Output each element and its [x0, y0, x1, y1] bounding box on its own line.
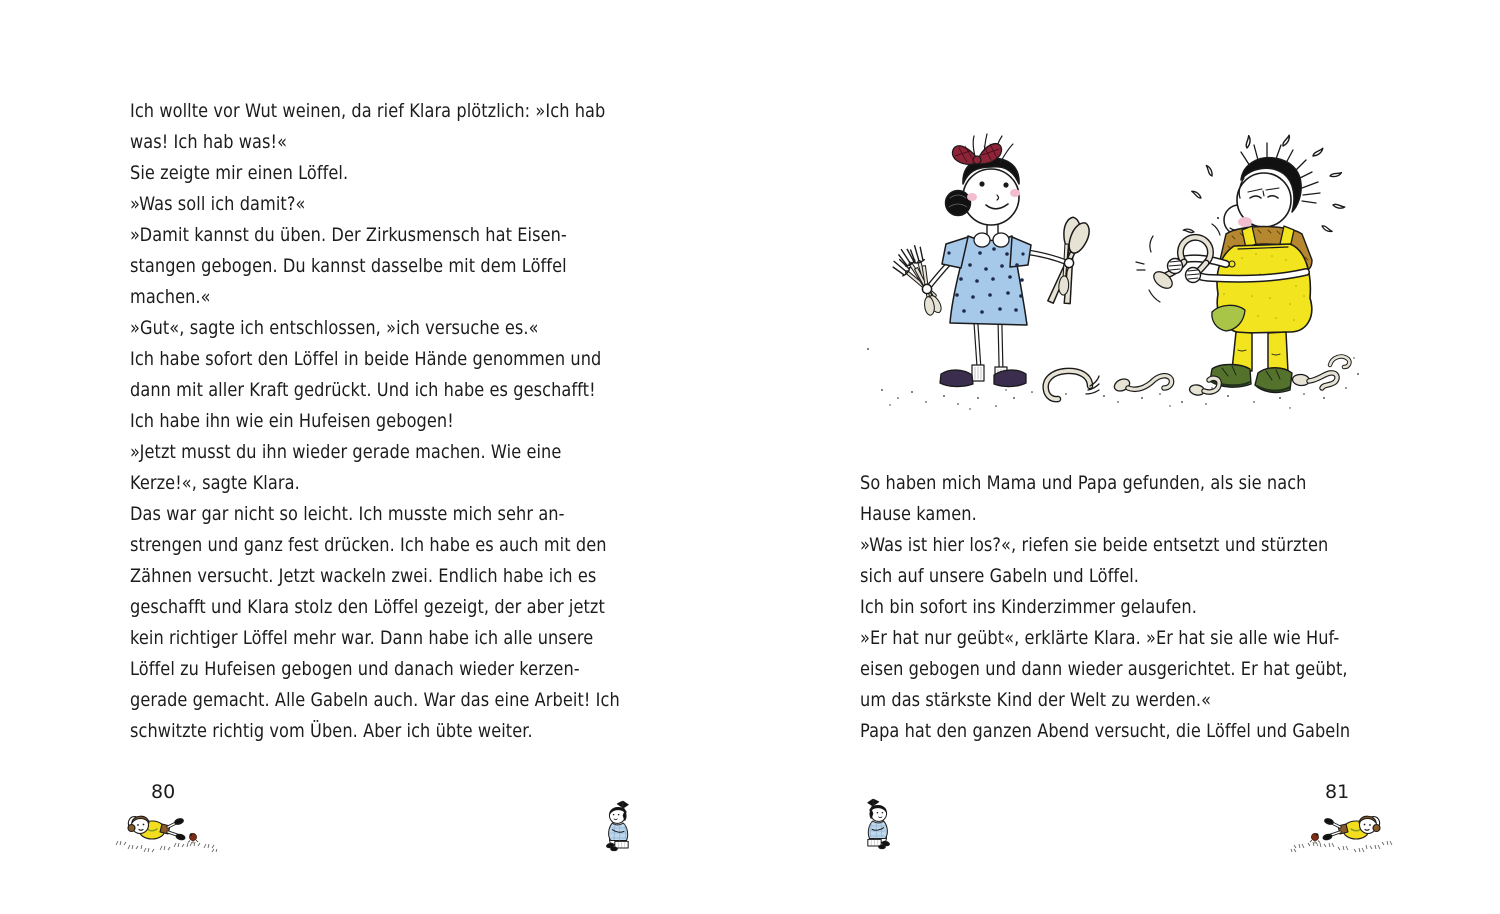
text-line: »Er hat nur geübt«, erklärte Klara. »Er hat sie alle wie Huf- [860, 627, 1340, 649]
text-line: Löffel zu Hufeisen gebogen und danach wieder kerzen- [130, 658, 580, 680]
text-line: »Jetzt musst du ihn wieder gerade machen. Wie eine [130, 441, 562, 463]
left-page-text [130, 96, 620, 747]
text-line: dann mit aller Kraft gedrückt. Und ich habe es geschafft! [130, 379, 596, 401]
text-line: Papa hat den ganzen Abend versucht, die Löffel und Gabeln [860, 720, 1351, 742]
text-line: was! Ich hab was!« [130, 131, 288, 153]
text-line: um das stärkste Kind der Welt zu werden.« [860, 689, 1212, 711]
right-page-number: 81 [1325, 781, 1350, 803]
text-line: »Was soll ich damit?« [130, 193, 306, 215]
text-line: schwitzte richtig vom Üben. Aber ich übte weiter. [130, 720, 533, 742]
lying-child-illustration-left [112, 812, 220, 857]
sitting-girl-illustration-right [862, 798, 892, 854]
text-line: gerade gemacht. Alle Gabeln auch. War das eine Arbeit! Ich [130, 689, 620, 711]
story-illustration [860, 118, 1405, 423]
page-right [750, 0, 1500, 914]
ladybug-icon [1310, 833, 1320, 843]
text-line: »Gut«, sagte ich entschlossen, »ich versuche es.« [130, 317, 539, 339]
bent-cutlery-ground [1046, 357, 1350, 400]
text-line: »Was ist hier los?«, riefen sie beide entsetzt und stürzten [860, 534, 1329, 556]
ladybug-icon [188, 833, 198, 843]
text-line: Hause kamen. [860, 503, 977, 525]
girl-shoe-right [994, 370, 1026, 387]
right-page-text [860, 468, 1350, 747]
text-line: Ich habe sofort den Löffel in beide Hände genommen und [130, 348, 602, 370]
girl-figure [867, 134, 1093, 410]
boy-figure [1136, 134, 1345, 392]
text-line: machen.« [130, 286, 211, 308]
text-line: Ich habe ihn wie ein Hufeisen gebogen! [130, 410, 454, 432]
text-line: Sie zeigte mir einen Löffel. [130, 162, 349, 184]
text-line: Ich bin sofort ins Kinderzimmer gelaufen. [860, 596, 1197, 618]
girl-hair-bun [946, 191, 971, 216]
sitting-girl-illustration-left [604, 800, 634, 856]
text-line: strengen und ganz fest drücken. Ich habe es auch mit den [130, 534, 607, 556]
text-line: Zähnen versucht. Jetzt wackeln zwei. Endlich habe ich es [130, 565, 597, 587]
text-line: geschafft und Klara stolz den Löffel gezeigt, der aber jetzt [130, 596, 605, 618]
text-line: sich auf unsere Gabeln und Löffel. [860, 565, 1140, 587]
lying-child-illustration-right [1288, 812, 1396, 857]
grass-marks [116, 841, 217, 852]
text-line: kein richtiger Löffel mehr war. Dann habe ich alle unsere [130, 627, 594, 649]
text-line: »Damit kannst du üben. Der Zirkusmensch hat Eisen- [130, 224, 567, 246]
text-line: eisen gebogen und dann wieder ausgerichtet. Er hat geübt, [860, 658, 1348, 680]
text-line: Kerze!«, sagte Klara. [130, 472, 300, 494]
girl-shoe-left [940, 370, 973, 387]
left-page-number: 80 [151, 781, 176, 803]
text-line: stangen gebogen. Du kannst dasselbe mit dem Löffel [130, 255, 567, 277]
text-line: So haben mich Mama und Papa gefunden, als sie nach [860, 472, 1307, 494]
text-line: Das war gar nicht so leicht. Ich musste mich sehr an- [130, 503, 565, 525]
grass-marks [1291, 841, 1392, 852]
text-line: Ich wollte vor Wut weinen, da rief Klara plötzlich: »Ich hab [130, 100, 606, 122]
